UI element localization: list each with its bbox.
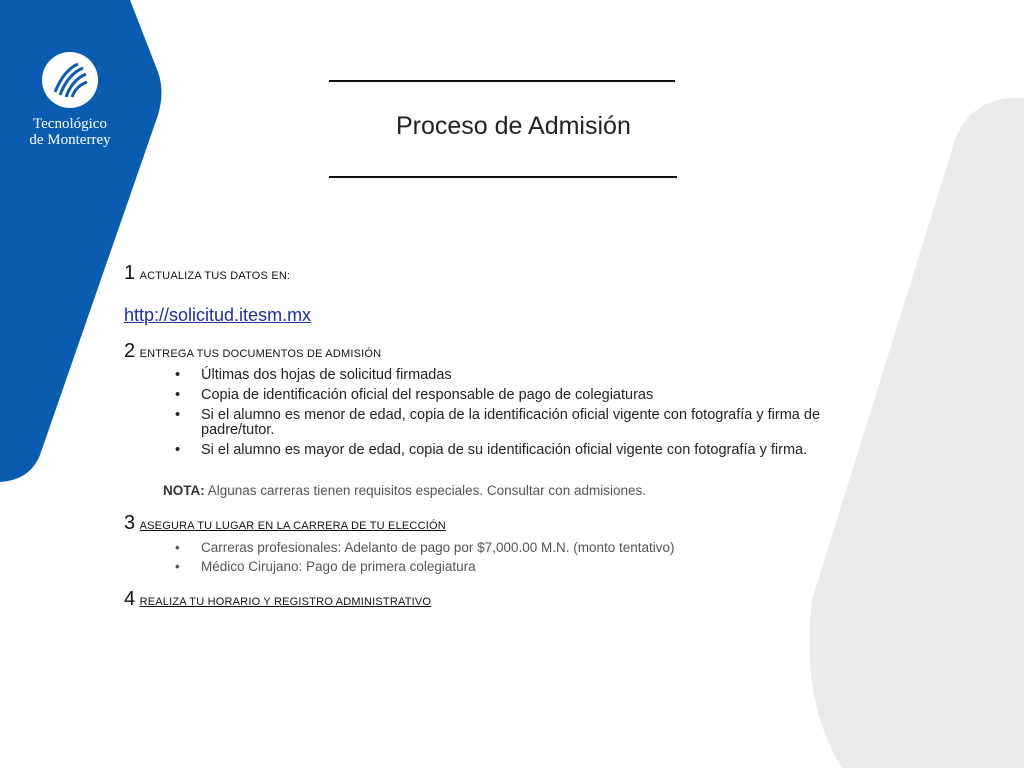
- list-item: • Si el alumno es mayor de edad, copia de su identificación oficial vigente con fotografía y firma.: [175, 443, 895, 458]
- brand-name: [20, 116, 120, 148]
- brand-line-1: Tecnológico: [33, 116, 107, 132]
- step-3-number: 3: [124, 512, 136, 534]
- step-2-heading: [124, 340, 381, 363]
- page-title: Proceso de Admisión: [396, 112, 631, 140]
- step-1-heading: [124, 262, 290, 285]
- step-4-label: REALIZA TU HORARIO Y REGISTRO ADMINISTRATIVO: [139, 596, 432, 608]
- step-2-number: 2: [124, 340, 136, 362]
- brand-logo: [20, 50, 120, 148]
- note-label: NOTA:: [163, 483, 205, 498]
- brand-line-2: de Monterrey: [29, 132, 111, 148]
- title-rule-bottom: [329, 176, 677, 178]
- step-4-number: 4: [124, 588, 136, 610]
- step-1-label: ACTUALIZA TUS DATOS EN:: [139, 270, 291, 282]
- step-3-heading: [124, 512, 446, 535]
- list-item: • Médico Cirujano: Pago de primera colegiatura: [175, 559, 795, 574]
- list-item: • Si el alumno es menor de edad, copia de la identificación oficial vigente con fotografía y firma de padre/tutor.: [175, 408, 895, 438]
- step-1-number: 1: [124, 262, 136, 284]
- list-item: • Copia de identificación oficial del responsable de pago de colegiaturas: [175, 388, 895, 403]
- list-item: • Carreras profesionales: Adelanto de pago por $7,000.00 M.N. (monto tentativo): [175, 540, 795, 555]
- step-2-label: ENTREGA TUS DOCUMENTOS DE ADMISIÓN: [139, 348, 382, 360]
- note-body: Algunas carreras tienen requisitos especiales. Consultar con admisiones.: [204, 483, 646, 498]
- list-item: • Últimas dos hojas de solicitud firmadas: [175, 368, 895, 383]
- step-3-label: ASEGURA TU LUGAR EN LA CARRERA DE TU ELECCIÓN: [139, 520, 446, 532]
- note-text: [163, 483, 646, 498]
- title-rule-top: [329, 80, 675, 82]
- documents-list: [175, 368, 895, 463]
- solicitud-link[interactable]: http://solicitud.itesm.mx: [124, 305, 312, 325]
- flame-logo-icon: [40, 50, 100, 110]
- step-4-heading: [124, 588, 431, 611]
- carrera-list: [175, 540, 795, 578]
